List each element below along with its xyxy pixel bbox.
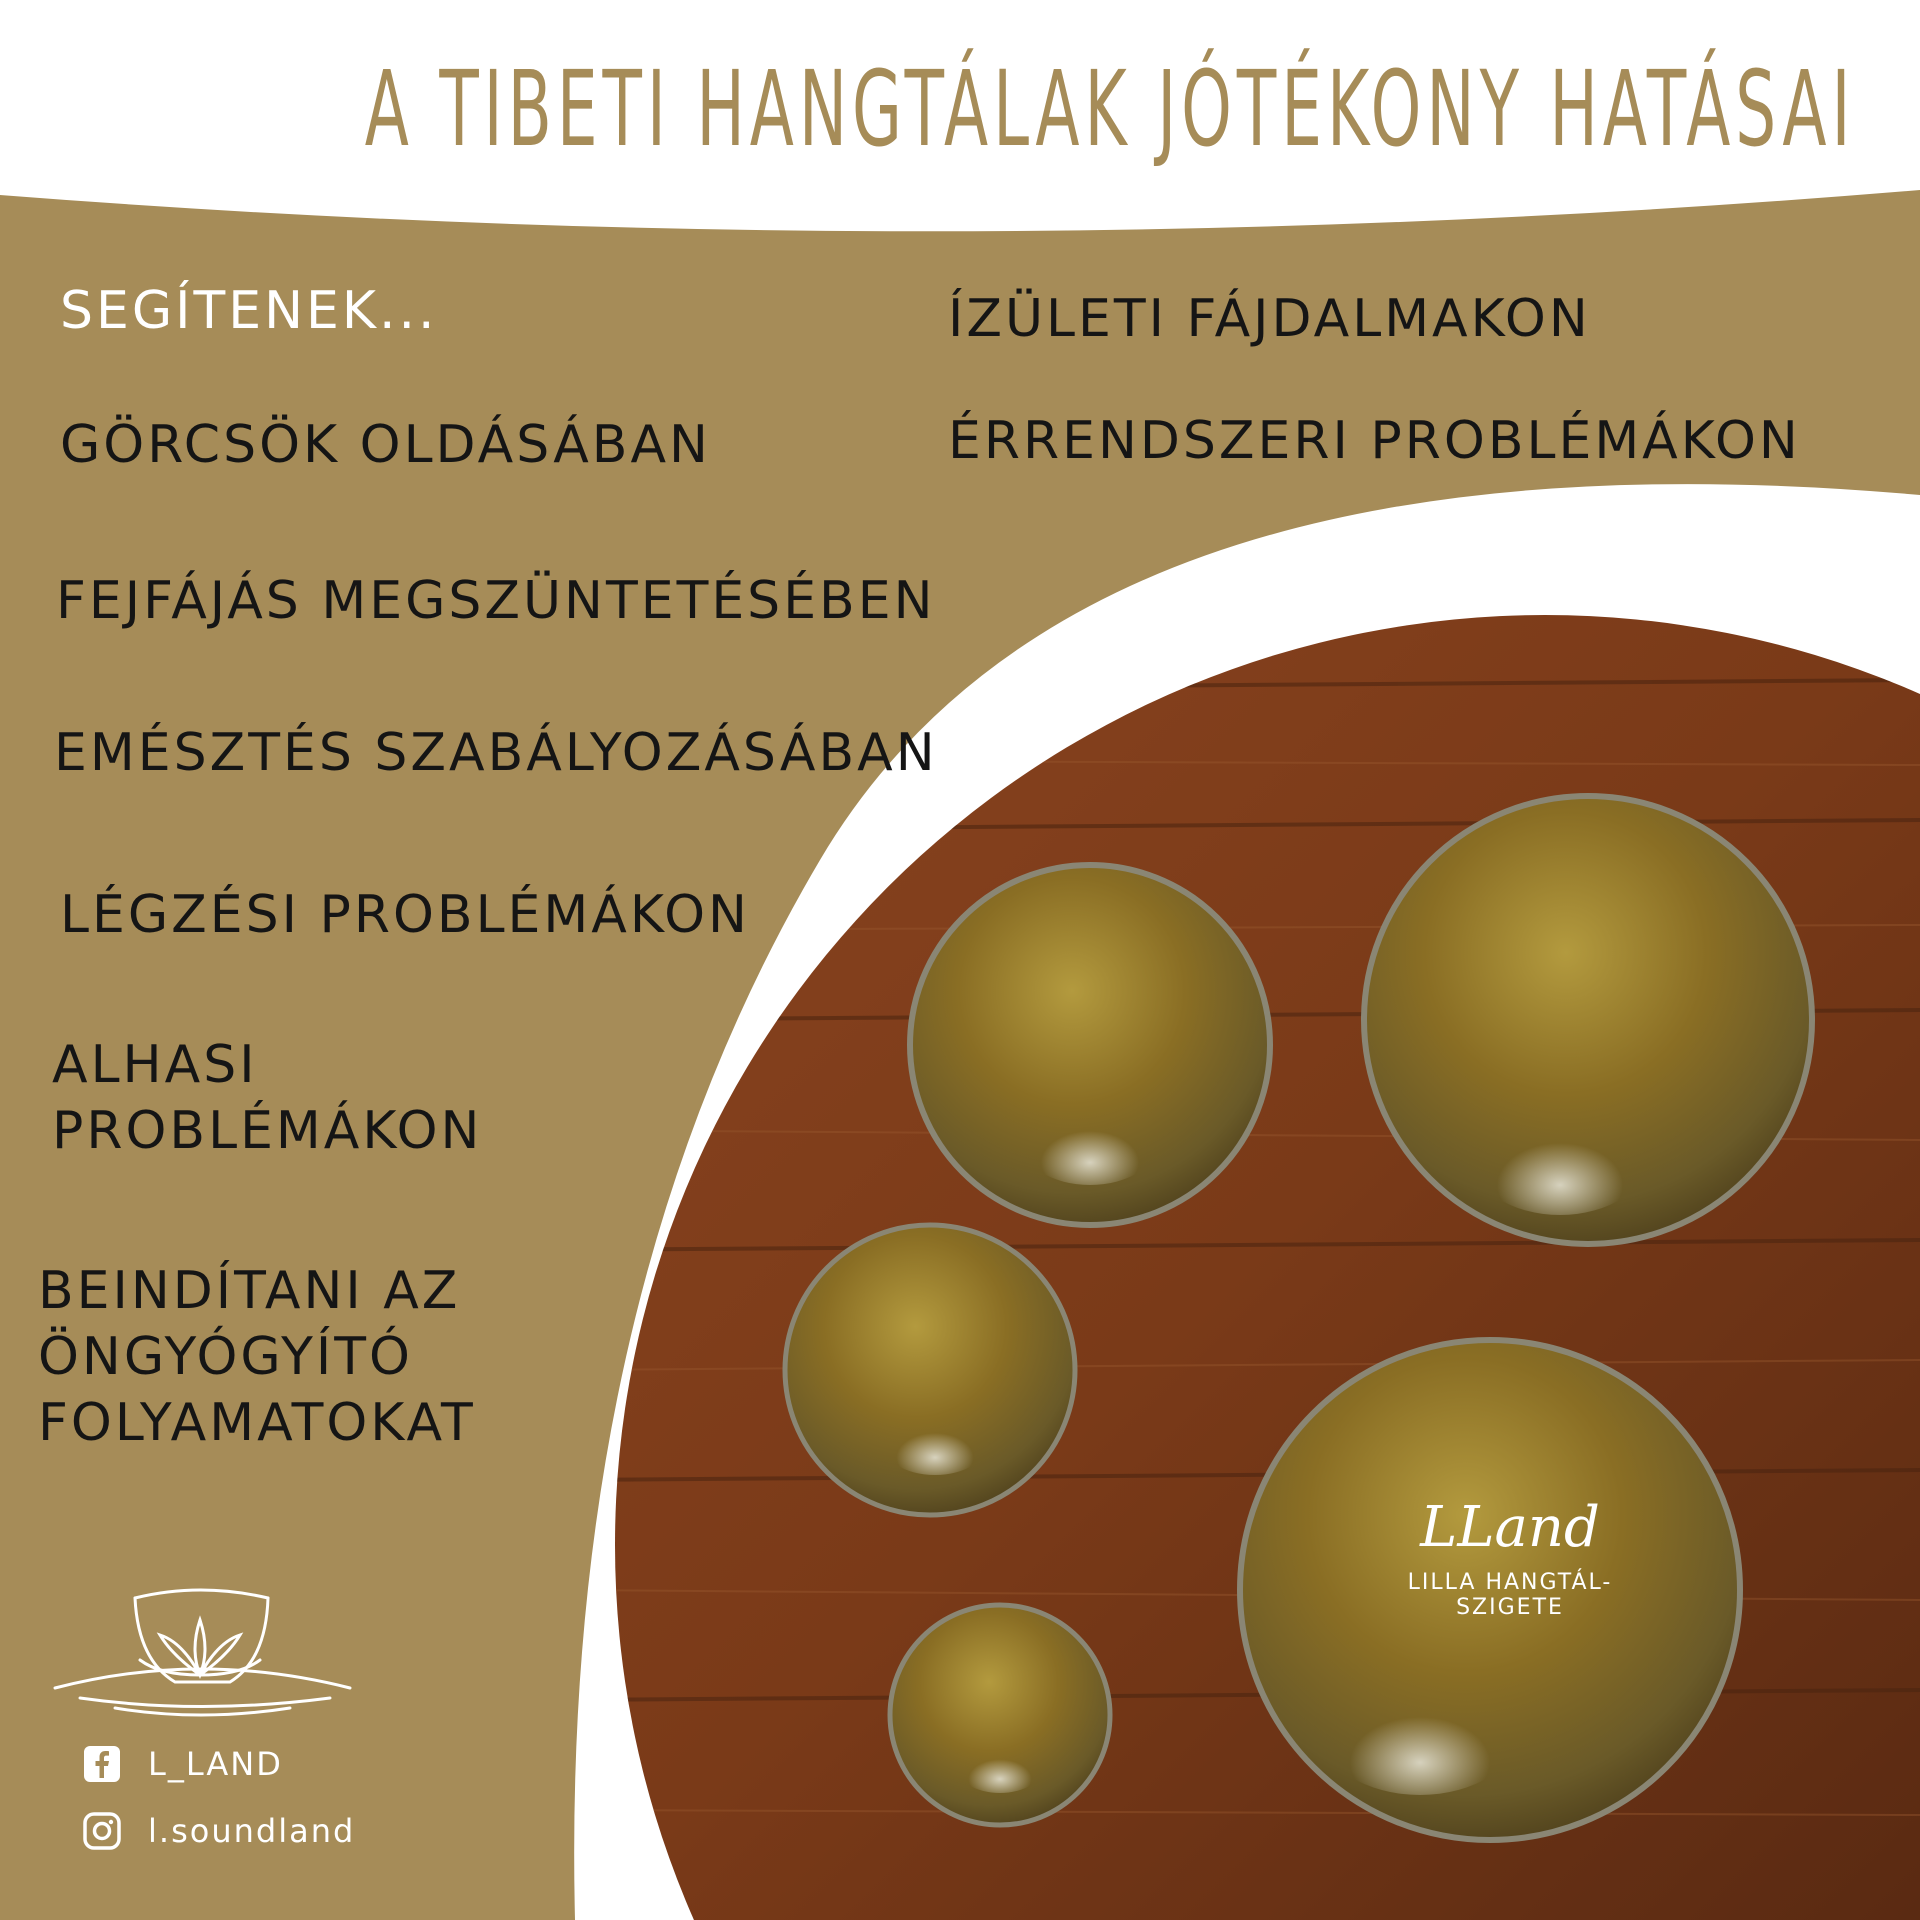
bowl-top-right (1364, 796, 1812, 1244)
page-title: A TIBETI HANGTÁLAK JÓTÉKONY HATÁSAI (364, 48, 1856, 170)
facebook-handle: L_LAND (148, 1745, 283, 1783)
bowl-middle-left (785, 1225, 1075, 1515)
social-instagram[interactable] (82, 1811, 355, 1851)
bowl-top-left (910, 865, 1270, 1225)
social-facebook[interactable] (82, 1744, 283, 1784)
benefit-abdominal (52, 1032, 482, 1164)
brand-watermark (1390, 1495, 1630, 1620)
benefit-self-healing-line2: ÖNGYÓGYÍTÓ (38, 1327, 413, 1387)
benefit-joint-pain: ÍZÜLETI FÁJDALMAKON (948, 289, 1591, 349)
benefit-digestion: EMÉSZTÉS SZABÁLYOZÁSÁBAN (54, 723, 938, 783)
instagram-icon (82, 1811, 122, 1851)
bowl-bottom-small (890, 1605, 1110, 1825)
intro-text: SEGÍTENEK... (60, 281, 438, 341)
benefit-abdominal-line1: ALHASI (52, 1035, 258, 1095)
brand-name: LLand (1420, 1495, 1600, 1560)
benefit-vascular: ÉRRENDSZERI PROBLÉMÁKON (948, 411, 1801, 471)
facebook-icon (82, 1744, 122, 1784)
instagram-handle: l.soundland (148, 1812, 356, 1850)
brand-tagline: LILLA HANGTÁL-SZIGETE (1407, 1570, 1613, 1620)
benefit-headache: FEJFÁJÁS MEGSZÜNTETÉSÉBEN (56, 571, 936, 631)
benefit-cramps: GÖRCSÖK OLDÁSÁBAN (60, 415, 711, 475)
benefit-self-healing-line1: BEINDÍTANI AZ (38, 1261, 461, 1321)
benefit-abdominal-line2: PROBLÉMÁKON (52, 1101, 483, 1161)
benefit-self-healing-line3: FOLYAMATOKAT (38, 1393, 476, 1453)
benefit-breathing: LÉGZÉSI PROBLÉMÁKON (60, 885, 750, 945)
benefit-self-healing (38, 1258, 476, 1456)
